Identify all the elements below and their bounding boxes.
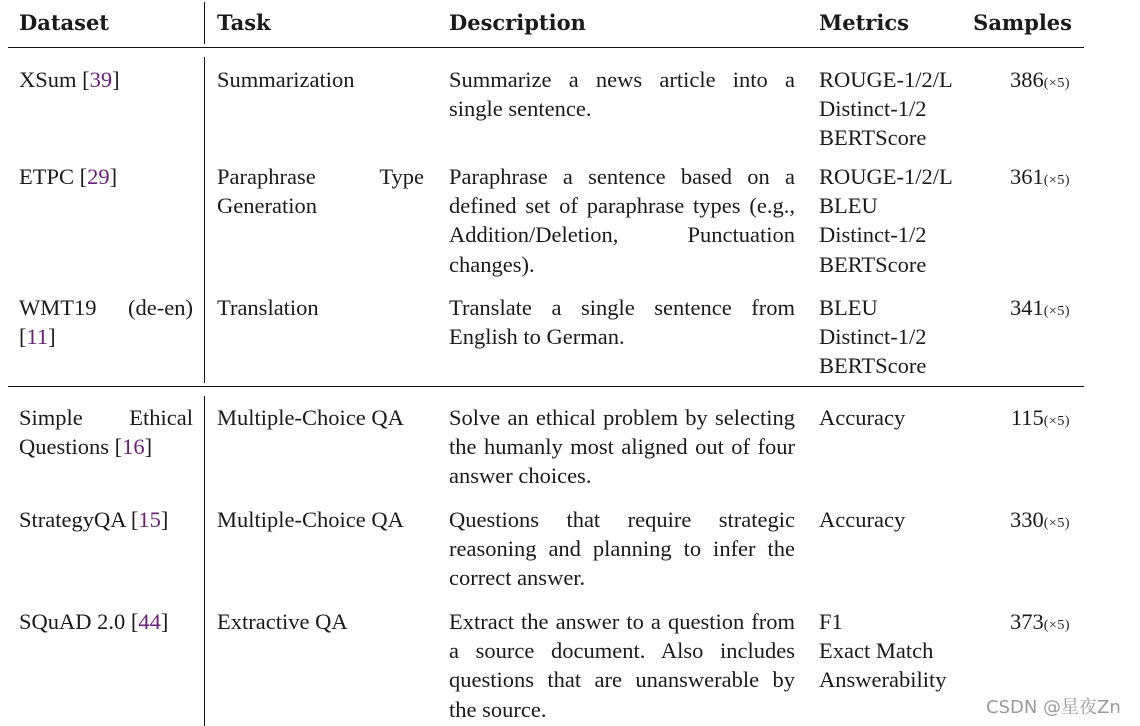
- metric: Distinct-1/2: [819, 96, 927, 122]
- table-row-metrics: [819, 607, 969, 695]
- table-row-dataset: Simple Ethical Questions [16]: [19, 405, 193, 460]
- table-row-metrics: [819, 505, 969, 534]
- metric: BLEU: [819, 193, 878, 219]
- column-separator: [204, 57, 205, 383]
- header-description: Description: [449, 10, 586, 35]
- table-row-dataset: WMT19 (de-en) [11]: [19, 295, 193, 350]
- sample-multiplier: (×5): [1043, 304, 1070, 319]
- column-separator: [204, 2, 205, 44]
- metric: ROUGE-1/2/L: [819, 164, 953, 189]
- table-row-task: Summarization: [217, 67, 355, 92]
- table-row-description: Summarize a news article into a single sentence.: [449, 67, 795, 122]
- table-row-description: Questions that require strategic reasoning and planning to infer the correct answer.: [449, 507, 795, 591]
- table-row-task: Paraphrase Type Generation: [217, 164, 424, 219]
- table-row-samples: 386(×5): [1010, 67, 1070, 92]
- metric: F1: [819, 609, 843, 634]
- sample-multiplier: (×5): [1043, 76, 1070, 91]
- header-rule: [8, 47, 1084, 48]
- table-row-metrics: [819, 65, 969, 153]
- sample-multiplier: (×5): [1043, 618, 1070, 633]
- column-separator: [204, 396, 205, 726]
- table-row-task: Translation: [217, 295, 319, 320]
- metric: BERTScore: [819, 353, 927, 379]
- table-row-metrics: [819, 293, 969, 381]
- citation-link[interactable]: 11: [26, 324, 49, 350]
- table-row-task: Multiple-Choice QA: [217, 405, 404, 430]
- table-row-samples: 330(×5): [1010, 507, 1070, 532]
- table-row-samples: 115(×5): [1010, 405, 1070, 430]
- metric: Answerability: [819, 667, 947, 693]
- metric: Distinct-1/2: [819, 222, 927, 248]
- citation-link[interactable]: 44: [138, 609, 161, 634]
- table-row-description: Extract the answer to a question from a source document. Also includes questions that are unanswerable by the source.: [449, 609, 795, 722]
- table-row-samples: 341(×5): [1010, 295, 1070, 320]
- sample-multiplier: (×5): [1043, 516, 1070, 531]
- metric: BERTScore: [819, 125, 927, 151]
- metric: Exact Match: [819, 638, 934, 664]
- watermark: CSDN @星夜Zn: [986, 697, 1121, 718]
- table-row-dataset: SQuAD 2.0 [44]: [19, 609, 169, 634]
- header-metrics: Metrics: [819, 10, 909, 35]
- metric: Distinct-1/2: [819, 324, 927, 350]
- metric: Accuracy: [819, 405, 906, 430]
- group-separator-rule: [8, 386, 1084, 387]
- header-dataset: Dataset: [19, 10, 110, 35]
- metric: ROUGE-1/2/L: [819, 67, 953, 92]
- table-row-dataset: StrategyQA [15]: [19, 507, 169, 532]
- table-row-description: Translate a single sentence from English to German.: [449, 295, 795, 350]
- table-row-dataset: ETPC [29]: [19, 164, 118, 189]
- metric: Accuracy: [819, 507, 906, 532]
- table-row-description: Paraphrase a sentence based on a defined set of paraphrase types (e.g., Addition/Deletion, Punctuation changes).: [449, 164, 795, 277]
- table-row-task: Extractive QA: [217, 609, 348, 634]
- table-row-dataset: XSum [39]: [19, 67, 120, 92]
- table-row-metrics: [819, 403, 969, 432]
- sample-multiplier: (×5): [1043, 173, 1070, 188]
- table-row-samples: 373(×5): [1010, 609, 1070, 634]
- table-row-samples: 361(×5): [1010, 164, 1070, 189]
- table-row-description: Solve an ethical problem by selecting the humanly most aligned out of four answer choices.: [449, 405, 795, 489]
- header-samples: Samples: [973, 10, 1072, 35]
- table-row-metrics: [819, 162, 969, 279]
- citation-link[interactable]: 29: [87, 164, 110, 189]
- metric: BERTScore: [819, 251, 927, 277]
- header-task: Task: [217, 10, 271, 35]
- sample-multiplier: (×5): [1043, 414, 1070, 429]
- citation-link[interactable]: 16: [122, 434, 145, 460]
- citation-link[interactable]: 15: [138, 507, 161, 532]
- metric: BLEU: [819, 295, 878, 320]
- citation-link[interactable]: 39: [89, 67, 113, 92]
- table-row-task: Multiple-Choice QA: [217, 507, 404, 532]
